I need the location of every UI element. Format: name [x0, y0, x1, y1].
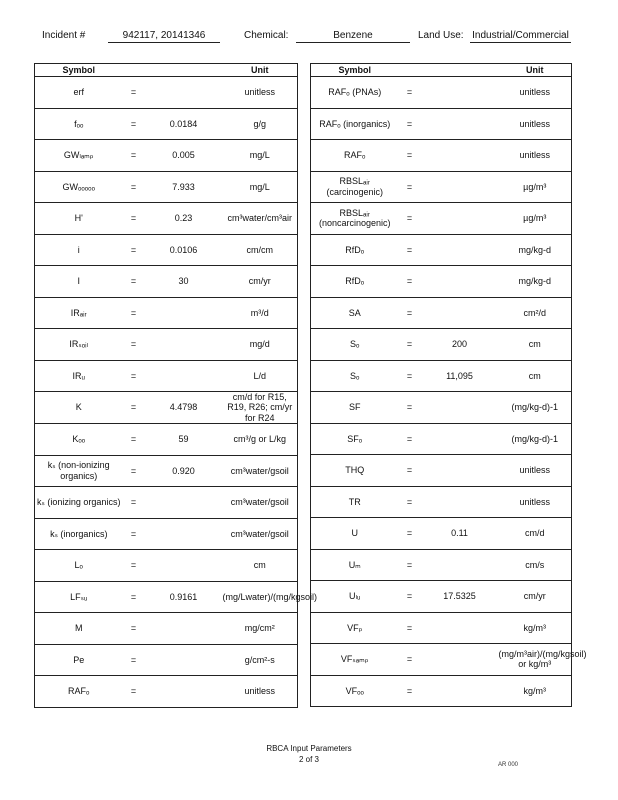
right-row-symbol: RAFₒ	[311, 140, 399, 172]
left-row-unit: cm	[223, 550, 298, 582]
right-row-equals: =	[399, 360, 421, 392]
left-row-equals: =	[123, 392, 145, 424]
right-row-equals: =	[399, 455, 421, 487]
left-row-symbol: IRₐᵢᵣ	[35, 297, 123, 329]
right-row-symbol: SFₒ	[311, 423, 399, 455]
left-row-unit: L/d	[223, 360, 298, 392]
right-row-symbol: RfDₒ	[311, 234, 399, 266]
left-table-row	[35, 77, 298, 109]
left-row-symbol: kₛ (inorganics)	[35, 518, 123, 550]
left-table-row	[35, 329, 298, 361]
right-row-value	[421, 486, 499, 518]
right-row-equals: =	[399, 234, 421, 266]
right-row-equals: =	[399, 675, 421, 707]
right-row-equals: =	[399, 329, 421, 361]
left-row-value: 0.9161	[145, 581, 223, 613]
left-row-value: 0.0184	[145, 108, 223, 140]
left-row-unit: mg/L	[223, 171, 298, 203]
right-row-unit: cm	[499, 329, 572, 361]
right-unit-header: Unit	[499, 64, 572, 77]
right-table-row	[311, 329, 572, 361]
right-row-unit: unitless	[499, 140, 572, 172]
left-row-unit: mg/L	[223, 140, 298, 172]
right-table-row	[311, 455, 572, 487]
left-row-equals: =	[123, 234, 145, 266]
left-row-unit: cm³water/gsoil	[223, 455, 298, 487]
right-row-equals: =	[399, 644, 421, 676]
right-row-value: 0.11	[421, 518, 499, 550]
right-row-equals: =	[399, 612, 421, 644]
left-table-row	[35, 234, 298, 266]
right-row-symbol: VFₛₐₘₚ	[311, 644, 399, 676]
right-row-equals: =	[399, 392, 421, 424]
left-row-symbol: LFₛᵤ	[35, 581, 123, 613]
right-row-value	[421, 234, 499, 266]
left-row-unit: cm/d for R15, R19, R26; cm/yr for R24	[223, 392, 298, 424]
left-row-symbol: I	[35, 266, 123, 298]
right-row-unit: mg/kg-d	[499, 234, 572, 266]
left-table-row	[35, 487, 298, 519]
right-row-equals: =	[399, 581, 421, 613]
left-row-value: 0.0106	[145, 234, 223, 266]
left-row-symbol: fₒₒ	[35, 108, 123, 140]
right-row-value	[421, 77, 499, 109]
left-row-symbol: K	[35, 392, 123, 424]
left-row-equals: =	[123, 676, 145, 708]
right-row-equals: =	[399, 108, 421, 140]
left-row-value	[145, 77, 223, 109]
right-row-equals: =	[399, 77, 421, 109]
left-row-unit: (mg/Lwater)/(mg/kgsoil)	[223, 581, 298, 613]
left-row-equals: =	[123, 108, 145, 140]
right-row-symbol: RAFₒ (inorganics)	[311, 108, 399, 140]
left-row-value: 0.920	[145, 455, 223, 487]
left-row-value	[145, 487, 223, 519]
left-row-symbol: RAFₒ	[35, 676, 123, 708]
right-row-value: 17.5325	[421, 581, 499, 613]
left-row-equals: =	[123, 644, 145, 676]
left-row-unit: cm³water/cm³air	[223, 203, 298, 235]
left-row-symbol: Lₒ	[35, 550, 123, 582]
right-row-unit: cm/yr	[499, 581, 572, 613]
left-table-row	[35, 581, 298, 613]
left-table-row	[35, 613, 298, 645]
left-row-symbol: kₛ (ionizing organics)	[35, 487, 123, 519]
left-row-value	[145, 297, 223, 329]
right-row-symbol: U	[311, 518, 399, 550]
right-row-unit: kg/m³	[499, 612, 572, 644]
right-row-equals: =	[399, 171, 421, 203]
left-table-row	[35, 171, 298, 203]
right-row-unit: µg/m³	[499, 171, 572, 203]
footer-title: RBCA Input Parameters	[266, 744, 352, 753]
left-row-equals: =	[123, 581, 145, 613]
right-symbol-header: Symbol	[311, 64, 399, 77]
right-row-value	[421, 549, 499, 581]
left-row-symbol: Pe	[35, 644, 123, 676]
left-table-row	[35, 108, 298, 140]
left-row-value: 0.005	[145, 140, 223, 172]
right-row-unit: unitless	[499, 486, 572, 518]
left-row-equals: =	[123, 329, 145, 361]
right-row-equals: =	[399, 423, 421, 455]
right-row-unit: (mg/kg-d)-1	[499, 392, 572, 424]
left-row-unit: cm/yr	[223, 266, 298, 298]
left-row-unit: m³/d	[223, 297, 298, 329]
left-unit-header: Unit	[223, 64, 298, 77]
right-row-symbol: THQ	[311, 455, 399, 487]
incident-label: Incident #	[42, 30, 86, 41]
right-row-symbol: SF	[311, 392, 399, 424]
right-row-unit: unitless	[499, 77, 572, 109]
right-table-row	[311, 581, 572, 613]
land-use-label: Land Use:	[418, 30, 464, 41]
right-row-value	[421, 612, 499, 644]
left-row-symbol: Kₒₒ	[35, 424, 123, 456]
right-row-value	[421, 266, 499, 298]
left-row-value	[145, 329, 223, 361]
left-table-row	[35, 455, 298, 487]
right-table-row	[311, 644, 572, 676]
right-table-row	[311, 518, 572, 550]
left-row-unit: unitless	[223, 676, 298, 708]
right-table-header	[311, 64, 572, 77]
right-row-symbol: RAFₒ (PNAs)	[311, 77, 399, 109]
right-row-equals: =	[399, 518, 421, 550]
right-table-row	[311, 266, 572, 298]
right-row-unit: kg/m³	[499, 675, 572, 707]
left-table-row	[35, 676, 298, 708]
right-row-unit: cm²/d	[499, 297, 572, 329]
left-row-equals: =	[123, 455, 145, 487]
left-row-equals: =	[123, 613, 145, 645]
right-row-symbol: VFₒₒ	[311, 675, 399, 707]
right-row-value: 200	[421, 329, 499, 361]
right-row-symbol: RBSLₐᵢᵣ (noncarcinogenic)	[311, 203, 399, 235]
right-row-unit: cm/d	[499, 518, 572, 550]
land-use-value: Industrial/Commercial	[470, 30, 571, 43]
right-row-value	[421, 108, 499, 140]
right-table-row	[311, 297, 572, 329]
right-row-value	[421, 675, 499, 707]
right-row-unit: (mg/kg-d)-1	[499, 423, 572, 455]
right-row-value	[421, 171, 499, 203]
right-row-equals: =	[399, 140, 421, 172]
incident-number: 942117, 20141346	[108, 30, 220, 43]
right-table-row	[311, 612, 572, 644]
right-table-row	[311, 171, 572, 203]
right-row-symbol: Sₒ	[311, 360, 399, 392]
right-table-row	[311, 140, 572, 172]
chemical-label: Chemical:	[244, 30, 289, 41]
right-row-symbol: TR	[311, 486, 399, 518]
left-row-value: 4.4798	[145, 392, 223, 424]
right-row-value	[421, 140, 499, 172]
left-row-unit: unitless	[223, 77, 298, 109]
left-row-value	[145, 518, 223, 550]
right-row-unit: cm	[499, 360, 572, 392]
right-table-row	[311, 549, 572, 581]
left-row-symbol: H'	[35, 203, 123, 235]
right-row-equals: =	[399, 549, 421, 581]
left-row-value: 59	[145, 424, 223, 456]
right-row-unit: unitless	[499, 455, 572, 487]
left-table-header	[35, 64, 298, 77]
left-parameter-table	[34, 63, 318, 708]
left-row-value	[145, 360, 223, 392]
left-row-equals: =	[123, 424, 145, 456]
left-row-value	[145, 550, 223, 582]
right-table-row	[311, 234, 572, 266]
left-row-unit: cm³water/gsoil	[223, 518, 298, 550]
right-table-row	[311, 108, 572, 140]
right-row-value	[421, 644, 499, 676]
right-table-row	[311, 203, 572, 235]
left-row-equals: =	[123, 297, 145, 329]
page-number: 2 of 3	[298, 755, 319, 764]
left-row-symbol: GWₒₒₒₒₒ	[35, 171, 123, 203]
right-row-equals: =	[399, 203, 421, 235]
left-table-row	[35, 518, 298, 550]
left-row-unit: mg/cm²	[223, 613, 298, 645]
right-row-symbol: SA	[311, 297, 399, 329]
right-row-unit: mg/kg-d	[499, 266, 572, 298]
left-row-equals: =	[123, 487, 145, 519]
left-row-equals: =	[123, 360, 145, 392]
left-row-unit: g/cm²-s	[223, 644, 298, 676]
right-row-symbol: Sₒ	[311, 329, 399, 361]
left-table-row	[35, 550, 298, 582]
right-row-symbol: Uₗᵤ	[311, 581, 399, 613]
left-row-value	[145, 644, 223, 676]
right-row-symbol: VFₚ	[311, 612, 399, 644]
stamp-text: AR 000	[498, 762, 519, 768]
right-row-symbol: RBSLₐᵢᵣ (carcinogenic)	[311, 171, 399, 203]
right-row-unit: cm/s	[499, 549, 572, 581]
left-row-symbol: M	[35, 613, 123, 645]
right-row-value	[421, 423, 499, 455]
right-row-equals: =	[399, 266, 421, 298]
left-row-value: 30	[145, 266, 223, 298]
left-row-equals: =	[123, 266, 145, 298]
left-row-symbol: GWₗₐₘₚ	[35, 140, 123, 172]
left-table-row	[35, 424, 298, 456]
right-row-unit: unitless	[499, 108, 572, 140]
left-row-equals: =	[123, 550, 145, 582]
right-table-row	[311, 360, 572, 392]
left-row-unit: cm³/g or L/kg	[223, 424, 298, 456]
right-row-value: 11,095	[421, 360, 499, 392]
right-row-value	[421, 392, 499, 424]
left-row-unit: cm/cm	[223, 234, 298, 266]
right-row-value	[421, 455, 499, 487]
right-row-symbol: Uₘ	[311, 549, 399, 581]
right-row-equals: =	[399, 297, 421, 329]
left-symbol-header: Symbol	[35, 64, 123, 77]
left-row-unit: cm³water/gsoil	[223, 487, 298, 519]
left-row-symbol: IRᵤ	[35, 360, 123, 392]
left-row-equals: =	[123, 77, 145, 109]
left-row-unit: mg/d	[223, 329, 298, 361]
left-row-symbol: erf	[35, 77, 123, 109]
left-table-row	[35, 203, 298, 235]
right-row-value	[421, 297, 499, 329]
left-table-row	[35, 392, 298, 424]
left-row-symbol: i	[35, 234, 123, 266]
right-row-value	[421, 203, 499, 235]
right-row-unit: (mg/m³air)/(mg/kgsoil) or kg/m³	[499, 644, 572, 676]
left-table-row	[35, 297, 298, 329]
right-parameter-table	[310, 63, 587, 707]
right-table-row	[311, 392, 572, 424]
left-table-row	[35, 140, 298, 172]
left-row-unit: g/g	[223, 108, 298, 140]
left-row-value: 7.933	[145, 171, 223, 203]
right-table-row	[311, 675, 572, 707]
right-row-equals: =	[399, 486, 421, 518]
right-table-row	[311, 486, 572, 518]
left-row-equals: =	[123, 203, 145, 235]
right-table-row	[311, 423, 572, 455]
right-row-symbol: RfDₒ	[311, 266, 399, 298]
left-table-row	[35, 266, 298, 298]
right-row-unit: µg/m³	[499, 203, 572, 235]
left-row-value	[145, 676, 223, 708]
left-row-symbol: kₛ (non-ionizing organics)	[35, 455, 123, 487]
left-row-equals: =	[123, 140, 145, 172]
left-row-equals: =	[123, 171, 145, 203]
left-row-equals: =	[123, 518, 145, 550]
left-table-row	[35, 644, 298, 676]
chemical-name: Benzene	[296, 30, 410, 43]
left-table-row	[35, 360, 298, 392]
left-row-value: 0.23	[145, 203, 223, 235]
right-table-row	[311, 77, 572, 109]
left-row-symbol: IRₛₒᵢₗ	[35, 329, 123, 361]
left-row-value	[145, 613, 223, 645]
